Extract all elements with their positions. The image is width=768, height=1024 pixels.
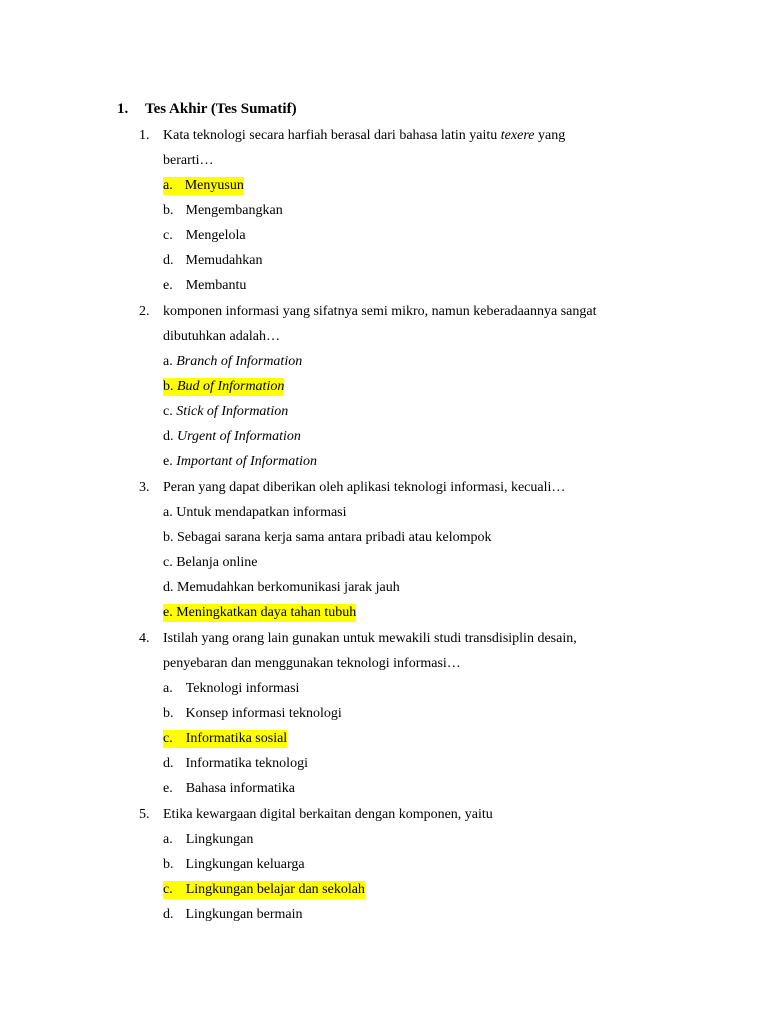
question-2-number: 2. — [139, 304, 150, 319]
question-3-option-a: a. Untuk mendapatkan informasi — [163, 505, 347, 520]
question-2-option-d: d. Urgent of Information — [163, 429, 301, 444]
section-number: 1. — [117, 101, 129, 117]
question-3-option-d: d. Memudahkan berkomunikasi jarak jauh — [163, 580, 400, 595]
question-2-text-cont: dibutuhkan adalah… — [163, 329, 281, 344]
question-3-option-b: b. Sebagai sarana kerja sama antara pribadi atau kelompok — [163, 530, 492, 545]
question-2-option-c: c. Stick of Information — [163, 404, 289, 419]
question-4-option-c: c. Informatika sosial — [163, 731, 288, 746]
question-4-number: 4. — [139, 631, 150, 646]
question-1-option-e: e. Membantu — [163, 278, 247, 293]
question-5-text: Etika kewargaan digital berkaitan dengan komponen, yaitu — [163, 807, 493, 822]
question-5-option-a: a. Lingkungan — [163, 832, 254, 847]
question-2-option-b: b. Bud of Information — [163, 379, 285, 394]
question-1-option-a: a. Menyusun — [163, 178, 244, 193]
question-1-text-cont: berarti… — [163, 153, 214, 168]
question-4-option-d: d. Informatika teknologi — [163, 756, 308, 771]
question-3-text: Peran yang dapat diberikan oleh aplikasi teknologi informasi, kecuali… — [163, 480, 566, 495]
question-4-text-cont: penyebaran dan menggunakan teknologi informasi… — [163, 656, 461, 671]
question-2-option-a: a. Branch of Information — [163, 354, 303, 369]
question-3-number: 3. — [139, 480, 150, 495]
question-5-option-c: c. Lingkungan belajar dan sekolah — [163, 882, 365, 897]
question-4-option-a: a. Teknologi informasi — [163, 681, 300, 696]
question-5-option-d: d. Lingkungan bermain — [163, 907, 303, 922]
question-3-option-e: e. Meningkatkan daya tahan tubuh — [163, 605, 357, 620]
question-1-text: Kata teknologi secara harfiah berasal dari bahasa latin yaitu texere yang — [163, 128, 566, 143]
question-1-option-b: b. Mengembangkan — [163, 203, 283, 218]
question-2-option-e: e. Important of Information — [163, 454, 317, 469]
question-1-option-c: c. Mengelola — [163, 228, 246, 243]
question-2-text: komponen informasi yang sifatnya semi mikro, namun keberadaannya sangat — [163, 304, 597, 319]
question-5-number: 5. — [139, 807, 150, 822]
question-4-option-e: e. Bahasa informatika — [163, 781, 295, 796]
section-title: Tes Akhir (Tes Sumatif) — [145, 101, 297, 117]
question-4-text: Istilah yang orang lain gunakan untuk mewakili studi transdisiplin desain, — [163, 631, 577, 646]
question-1-option-d: d. Memudahkan — [163, 253, 263, 268]
question-5-option-b: b. Lingkungan keluarga — [163, 857, 305, 872]
question-4-option-b: b. Konsep informasi teknologi — [163, 706, 342, 721]
question-1-number: 1. — [139, 128, 150, 143]
question-3-option-c: c. Belanja online — [163, 555, 258, 570]
